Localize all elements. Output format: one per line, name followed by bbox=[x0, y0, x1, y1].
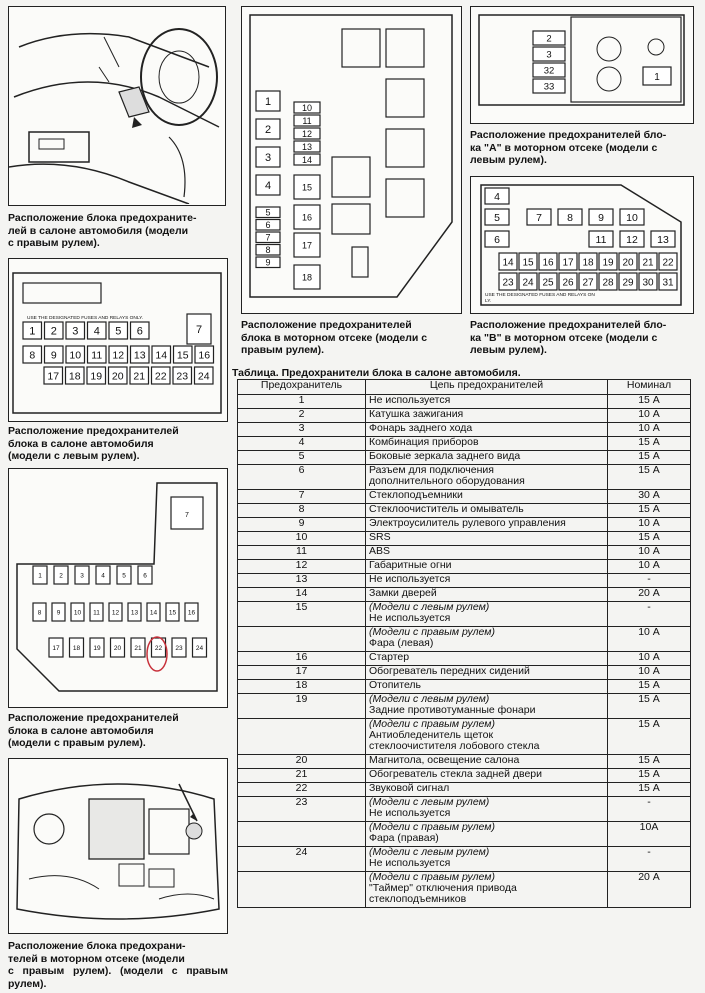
circuit-text: Задние противотуманные фонари bbox=[369, 704, 536, 716]
header-circuit: Цепь предохранителей bbox=[366, 380, 608, 395]
fuse-label: 12 bbox=[626, 233, 638, 246]
fuse-label: 14 bbox=[149, 609, 158, 617]
fuse-label: 1 bbox=[654, 71, 660, 83]
fuse-label: 6 bbox=[143, 572, 147, 580]
fuse-rating: 10 А bbox=[608, 409, 691, 423]
fuse-label: 5 bbox=[265, 207, 271, 218]
caption-fig3: Расположение предохранителей блока в салоне автомобиля (модели с правым рулем). bbox=[8, 712, 179, 749]
circuit-text: ABS bbox=[369, 545, 391, 557]
model-note: (Модели с левым рулем) bbox=[369, 601, 490, 613]
fuse-label: 12 bbox=[111, 609, 120, 617]
table-row bbox=[238, 719, 691, 755]
fuse-label: 2 bbox=[546, 33, 552, 45]
fuse-number: 14 bbox=[238, 588, 366, 602]
fuse-circuit bbox=[366, 504, 608, 518]
fuse-number: 19 bbox=[238, 694, 366, 719]
fuse-label: 8 bbox=[265, 245, 271, 256]
circuit-text: стеклоподъемников bbox=[369, 893, 467, 905]
lhd-cabin-fusebox-diagram bbox=[9, 259, 226, 420]
circuit-text: Не используется bbox=[369, 612, 451, 624]
table-row bbox=[238, 395, 691, 409]
fuse-label: 15 bbox=[301, 182, 313, 193]
fuse-label: 8 bbox=[37, 609, 42, 617]
model-note: (Модели с левым рулем) bbox=[369, 796, 490, 808]
fuse-label: 4 bbox=[93, 325, 100, 338]
fuse-number: 2 bbox=[238, 409, 366, 423]
fuse-label: 11 bbox=[595, 233, 607, 246]
table-row bbox=[238, 797, 691, 822]
table-row bbox=[238, 588, 691, 602]
fuse-circuit bbox=[366, 437, 608, 451]
fuse-rating: - bbox=[608, 602, 691, 627]
table-row bbox=[238, 694, 691, 719]
table-row bbox=[238, 451, 691, 465]
fuse-label: 15 bbox=[522, 257, 534, 269]
circuit-text: дополнительного оборудования bbox=[369, 475, 525, 487]
fuse-rating: 10А bbox=[608, 822, 691, 847]
fuse-label: 18 bbox=[301, 272, 313, 283]
fuse-circuit bbox=[366, 694, 608, 719]
fuse-circuit bbox=[366, 769, 608, 783]
fuse-label: 28 bbox=[602, 277, 614, 289]
circuit-text: Габаритные огни bbox=[369, 559, 452, 571]
model-note: (Модели с правым рулем) bbox=[369, 871, 495, 883]
fuse-number: 8 bbox=[238, 504, 366, 518]
circuit-text: Не используется bbox=[369, 394, 451, 406]
fuse-rating: 10 А bbox=[608, 518, 691, 532]
fuse-label: 33 bbox=[543, 81, 555, 93]
fuse-label: 23 bbox=[175, 644, 183, 652]
table-title: Таблица. Предохранители блока в салоне автомобиля. bbox=[232, 367, 521, 379]
fuse-rating: - bbox=[608, 847, 691, 872]
fuse-label: 12 bbox=[301, 128, 313, 139]
circuit-text: Не используется bbox=[369, 807, 451, 819]
fuse-circuit bbox=[366, 755, 608, 769]
box-a-diagram bbox=[471, 7, 692, 122]
circuit-text: Фонарь заднего хода bbox=[369, 422, 473, 434]
table-row bbox=[238, 437, 691, 451]
table-row bbox=[238, 532, 691, 546]
fuse-label: 3 bbox=[546, 49, 552, 61]
circuit-text: Фара (правая) bbox=[369, 832, 439, 844]
fuse-circuit bbox=[366, 588, 608, 602]
fuse-label: 26 bbox=[562, 277, 574, 289]
fuse-label: 19 bbox=[90, 370, 103, 383]
fuse-rating: 15 А bbox=[608, 769, 691, 783]
circuit-text: Не используется bbox=[369, 857, 451, 869]
fuse-label: 8 bbox=[567, 211, 573, 224]
fuse-circuit bbox=[366, 797, 608, 822]
fuse-rating: 15 А bbox=[608, 694, 691, 719]
fuse-number: 12 bbox=[238, 560, 366, 574]
fuse-label: 5 bbox=[115, 325, 122, 338]
fuse-label: 7 bbox=[185, 512, 189, 519]
fuse-label: 3 bbox=[80, 572, 84, 580]
fuse-label: 21 bbox=[133, 370, 146, 383]
fuse-rating: 10 А bbox=[608, 546, 691, 560]
fuse-circuit bbox=[366, 574, 608, 588]
fuse-circuit bbox=[366, 872, 608, 908]
table-row bbox=[238, 574, 691, 588]
fuse-circuit bbox=[366, 719, 608, 755]
fuse-label: 20 bbox=[113, 644, 122, 652]
fuse-label: 11 bbox=[302, 115, 312, 126]
fuse-label: 2 bbox=[59, 572, 63, 580]
relay-slot bbox=[386, 179, 424, 217]
table-row bbox=[238, 560, 691, 574]
fuse-rating: 10 А bbox=[608, 560, 691, 574]
fuse-number: 22 bbox=[238, 783, 366, 797]
fuse-label: 9 bbox=[50, 349, 57, 362]
circuit-text: Антиобледенитель щеток bbox=[369, 729, 494, 741]
fuse-rating: 10 А bbox=[608, 652, 691, 666]
table-row bbox=[238, 602, 691, 627]
fuse-label: 3 bbox=[264, 152, 272, 165]
table-row bbox=[238, 872, 691, 908]
fuse-label: 19 bbox=[602, 257, 614, 269]
table-row bbox=[238, 769, 691, 783]
bolt-circle bbox=[597, 67, 621, 91]
fuse-circuit bbox=[366, 546, 608, 560]
fuse-number: 23 bbox=[238, 797, 366, 822]
fusebox-outline bbox=[479, 15, 684, 105]
fuse-rating: 15 А bbox=[608, 783, 691, 797]
fuse-label: 14 bbox=[301, 154, 313, 165]
circuit-text: Магнитола, освещение салона bbox=[369, 754, 520, 766]
fuse-label: 7 bbox=[536, 211, 542, 224]
table-row bbox=[238, 652, 691, 666]
caption-fig1: Расположение блока предохраните- лей в салоне автомобиля (модели с правым рулем). bbox=[8, 212, 197, 249]
circuit-text: Обогреватель стекла задней двери bbox=[369, 768, 543, 780]
table-row bbox=[238, 755, 691, 769]
caption-fig7: Расположение предохранителей бло- ка "В" в моторном отсеке (модели с левым рулем). bbox=[470, 319, 667, 356]
fuse-rating: 15 А bbox=[608, 437, 691, 451]
fuse-label: 8 bbox=[29, 349, 36, 362]
relay-slot bbox=[342, 29, 380, 67]
circuit-text: Звуковой сигнал bbox=[369, 782, 450, 794]
fuse-label: 24 bbox=[195, 644, 204, 652]
dashboard-drawing bbox=[9, 7, 224, 204]
table-row bbox=[238, 518, 691, 532]
circuit-text: Стартер bbox=[369, 651, 410, 663]
circuit-text: "Таймер" отключения привода bbox=[369, 882, 517, 894]
circuit-text: Обогреватель передних сидений bbox=[369, 665, 530, 677]
table-row bbox=[238, 680, 691, 694]
fuse-label: 6 bbox=[265, 220, 271, 231]
fuse-label: 16 bbox=[187, 609, 196, 617]
fuse-label: 10 bbox=[73, 609, 82, 617]
fuse-label: 18 bbox=[68, 370, 81, 383]
fuse-label: 17 bbox=[562, 257, 574, 269]
fuse-rating: 15 А bbox=[608, 504, 691, 518]
fuse-circuit bbox=[366, 666, 608, 680]
circuit-text: Катушка зажигания bbox=[369, 408, 464, 420]
fuse-label: 4 bbox=[264, 180, 272, 193]
table-row bbox=[238, 490, 691, 504]
designated-note: LY. bbox=[485, 299, 492, 304]
fuse-rating: 15 А bbox=[608, 451, 691, 465]
fuse-label: 13 bbox=[133, 349, 146, 362]
fuse-label: 24 bbox=[522, 277, 534, 289]
fuse-number: 5 bbox=[238, 451, 366, 465]
box-b-diagram bbox=[471, 177, 692, 312]
circuit-text: Комбинация приборов bbox=[369, 436, 479, 448]
fuse-label: 16 bbox=[301, 212, 313, 223]
fuse-label: 30 bbox=[642, 277, 654, 289]
fuse-label: 22 bbox=[154, 370, 167, 383]
fuse-label: 10 bbox=[626, 211, 638, 224]
fuse-label: 13 bbox=[301, 141, 313, 152]
fuse-label: 2 bbox=[264, 124, 272, 137]
fuse-rating: 10 А bbox=[608, 423, 691, 437]
fuse-rating: 10 А bbox=[608, 627, 691, 652]
fuse-label: 22 bbox=[662, 257, 674, 269]
fuse-number: 1 bbox=[238, 395, 366, 409]
fuse-label: 20 bbox=[622, 257, 634, 269]
circuit-text: Отопитель bbox=[369, 679, 422, 691]
fuse-label: 18 bbox=[72, 644, 81, 652]
table-row bbox=[238, 627, 691, 652]
fuse-number: 16 bbox=[238, 652, 366, 666]
fuse-number: 7 bbox=[238, 490, 366, 504]
fuse-label: 13 bbox=[657, 233, 669, 246]
fuse-label: 5 bbox=[122, 572, 126, 580]
figure-rhd-cabin-fusebox bbox=[8, 468, 228, 708]
circuit-text: Стеклоочиститель и омыватель bbox=[369, 503, 524, 515]
figure-engine-bay-location bbox=[8, 758, 228, 934]
relay-slot bbox=[332, 204, 370, 234]
fuse-number: 17 bbox=[238, 666, 366, 680]
fuse-rating: 15 А bbox=[608, 680, 691, 694]
circuit-text: SRS bbox=[369, 531, 391, 543]
table-header-row bbox=[238, 380, 691, 395]
designated-note: USE THE DESIGNATED FUSES AND RELAYS ON bbox=[485, 293, 595, 298]
circuit-text: Электроусилитель рулевого управления bbox=[369, 517, 566, 529]
fuse-circuit bbox=[366, 451, 608, 465]
relay-slot bbox=[386, 129, 424, 167]
fuse-rating: 15 А bbox=[608, 465, 691, 490]
circuit-text: Не используется bbox=[369, 573, 451, 585]
fuse-circuit bbox=[366, 847, 608, 872]
fuse-label: 14 bbox=[155, 349, 168, 362]
caption-fig2: Расположение предохранителей блока в салоне автомобиля (модели с левым рулем). bbox=[8, 425, 179, 462]
fuse-number: 10 bbox=[238, 532, 366, 546]
fuse-label: 9 bbox=[56, 609, 61, 617]
model-note: (Модели с правым рулем) bbox=[369, 626, 495, 638]
header-fuse: Предохранитель bbox=[238, 380, 366, 395]
table-row bbox=[238, 822, 691, 847]
fuse-number: 13 bbox=[238, 574, 366, 588]
fuse-table bbox=[237, 379, 691, 908]
fuse-label: 2 bbox=[50, 325, 57, 338]
table-row bbox=[238, 423, 691, 437]
fuse-label: 19 bbox=[93, 644, 101, 652]
relay-slot bbox=[386, 79, 424, 117]
fuse-number bbox=[238, 822, 366, 847]
fuse-label: 25 bbox=[542, 277, 554, 289]
model-note: (Модели с левым рулем) bbox=[369, 846, 490, 858]
fuse-rating: - bbox=[608, 797, 691, 822]
fuse-label: 24 bbox=[197, 370, 210, 383]
table-row bbox=[238, 783, 691, 797]
fuse-label: 17 bbox=[47, 370, 60, 383]
fuse-label: 17 bbox=[52, 644, 60, 652]
fuse-circuit bbox=[366, 518, 608, 532]
fuse-label: 27 bbox=[582, 277, 594, 289]
fuse-rating: 15 А bbox=[608, 395, 691, 409]
caption-fig5: Расположение предохранителей блока в моторном отсеке (модели с правым рулем). bbox=[241, 319, 428, 356]
fuse-label: 4 bbox=[494, 190, 500, 203]
fuse-label: 13 bbox=[130, 609, 139, 617]
fuse-circuit bbox=[366, 680, 608, 694]
fuse-label: 7 bbox=[265, 232, 271, 243]
fuse-circuit bbox=[366, 409, 608, 423]
fuse-label: 10 bbox=[69, 349, 82, 362]
fuse-label: 6 bbox=[494, 233, 500, 246]
figure-cabin-location-rhd bbox=[8, 6, 226, 206]
fuse-label: 16 bbox=[198, 349, 211, 362]
table-row bbox=[238, 666, 691, 680]
circuit-text: Стеклоподъемники bbox=[369, 489, 463, 501]
rhd-cabin-fusebox-diagram bbox=[9, 469, 226, 706]
fuse-number: 3 bbox=[238, 423, 366, 437]
fuse-label: 7 bbox=[195, 324, 203, 336]
fuse-label: 4 bbox=[101, 572, 105, 580]
fuse-number: 11 bbox=[238, 546, 366, 560]
fuse-number: 15 bbox=[238, 602, 366, 627]
figure-lhd-cabin-fusebox bbox=[8, 258, 228, 422]
caption-fig4: Расположение блока предохрани- телей в моторном отсеке (модели с правым рулем). (модели с правым рулем). bbox=[8, 940, 228, 990]
fuse-label: 3 bbox=[72, 325, 79, 338]
fuse-label: 20 bbox=[111, 370, 124, 383]
fuse-circuit bbox=[366, 465, 608, 490]
fuse-number: 18 bbox=[238, 680, 366, 694]
fuse-circuit bbox=[366, 652, 608, 666]
fuse-number: 20 bbox=[238, 755, 366, 769]
bolt-circle bbox=[597, 37, 621, 61]
fuse-label: 23 bbox=[502, 277, 514, 289]
fuse-label: 1 bbox=[38, 572, 42, 580]
fuse-label: 11 bbox=[91, 349, 103, 362]
fuse-circuit bbox=[366, 627, 608, 652]
fuse-number: 9 bbox=[238, 518, 366, 532]
fuse-rating: 20 А bbox=[608, 588, 691, 602]
fuse-label: 32 bbox=[543, 65, 555, 77]
fuse-number bbox=[238, 627, 366, 652]
circuit-text: Разъем для подключения bbox=[369, 464, 494, 476]
fuse-label: 29 bbox=[622, 277, 634, 289]
designated-note: USE THE DESIGNATED FUSES AND RELAYS ONLY. bbox=[27, 316, 144, 321]
fuse-label: 23 bbox=[176, 370, 189, 383]
bolt-circle bbox=[648, 39, 664, 55]
relay-slot bbox=[332, 157, 370, 197]
fuse-circuit bbox=[366, 490, 608, 504]
fuse-circuit bbox=[366, 532, 608, 546]
circuit-text: Боковые зеркала заднего вида bbox=[369, 450, 521, 462]
fuse-label: 11 bbox=[93, 609, 100, 617]
fuse-label: 5 bbox=[494, 211, 500, 224]
fuse-label: 21 bbox=[642, 257, 654, 269]
fuse-rating: 10 А bbox=[608, 666, 691, 680]
table-row bbox=[238, 546, 691, 560]
model-note: (Модели с левым рулем) bbox=[369, 693, 490, 705]
fuse-label: 31 bbox=[662, 277, 674, 289]
label-plate bbox=[23, 283, 101, 303]
fuse-label: 1 bbox=[29, 325, 36, 338]
fuse-circuit bbox=[366, 560, 608, 574]
fuse-label: 21 bbox=[134, 644, 142, 652]
fuse-label: 17 bbox=[301, 240, 313, 251]
fuse-label: 10 bbox=[301, 102, 313, 113]
fuse-circuit bbox=[366, 822, 608, 847]
fuse-number: 4 bbox=[238, 437, 366, 451]
fuse-rating: 15 А bbox=[608, 719, 691, 755]
figure-box-b bbox=[470, 176, 694, 314]
fuse-number: 21 bbox=[238, 769, 366, 783]
figure-rhd-engine-fusebox bbox=[241, 6, 462, 314]
fuse-label: 18 bbox=[582, 257, 594, 269]
fuse-label: 16 bbox=[542, 257, 554, 269]
fuse-rating: 20 А bbox=[608, 872, 691, 908]
fuse-circuit bbox=[366, 783, 608, 797]
table-row bbox=[238, 504, 691, 518]
side-block bbox=[571, 17, 681, 102]
fuse-number: 24 bbox=[238, 847, 366, 872]
fuse-label: 15 bbox=[176, 349, 189, 362]
fuse-number bbox=[238, 872, 366, 908]
fuse-rating: 30 А bbox=[608, 490, 691, 504]
relay-slot bbox=[386, 29, 424, 67]
fuse-label: 9 bbox=[598, 211, 604, 224]
relay-slot bbox=[352, 247, 368, 277]
fuse-number bbox=[238, 719, 366, 755]
fuse-rating: 15 А bbox=[608, 532, 691, 546]
fuse-circuit bbox=[366, 423, 608, 437]
fuse-label: 9 bbox=[265, 257, 271, 268]
fuse-label: 22 bbox=[154, 644, 163, 652]
circuit-text: стеклоочистителя лобового стекла bbox=[369, 740, 540, 752]
rhd-engine-fusebox-diagram bbox=[242, 7, 460, 312]
fuse-circuit bbox=[366, 395, 608, 409]
fuse-label: 1 bbox=[264, 96, 272, 109]
fuse-label: 15 bbox=[168, 609, 177, 617]
fuse-circuit bbox=[366, 602, 608, 627]
fuse-label: 14 bbox=[502, 257, 514, 269]
fuse-rating: 15 А bbox=[608, 755, 691, 769]
header-rating: Номинал bbox=[608, 380, 691, 395]
table-row bbox=[238, 409, 691, 423]
table-row bbox=[238, 847, 691, 872]
table-row bbox=[238, 465, 691, 490]
circuit-text: Фара (левая) bbox=[369, 637, 434, 649]
fuse-rating: - bbox=[608, 574, 691, 588]
figure-box-a bbox=[470, 6, 694, 124]
caption-fig6: Расположение предохранителей бло- ка "А" в моторном отсеке (модели с левым рулем). bbox=[470, 129, 667, 166]
fuse-label: 12 bbox=[112, 349, 125, 362]
circuit-text: Замки дверей bbox=[369, 587, 437, 599]
model-note: (Модели с правым рулем) bbox=[369, 821, 495, 833]
fuse-label: 6 bbox=[136, 325, 143, 338]
engine-bay-drawing bbox=[9, 759, 226, 932]
fuse-number: 6 bbox=[238, 465, 366, 490]
model-note: (Модели с правым рулем) bbox=[369, 718, 495, 730]
